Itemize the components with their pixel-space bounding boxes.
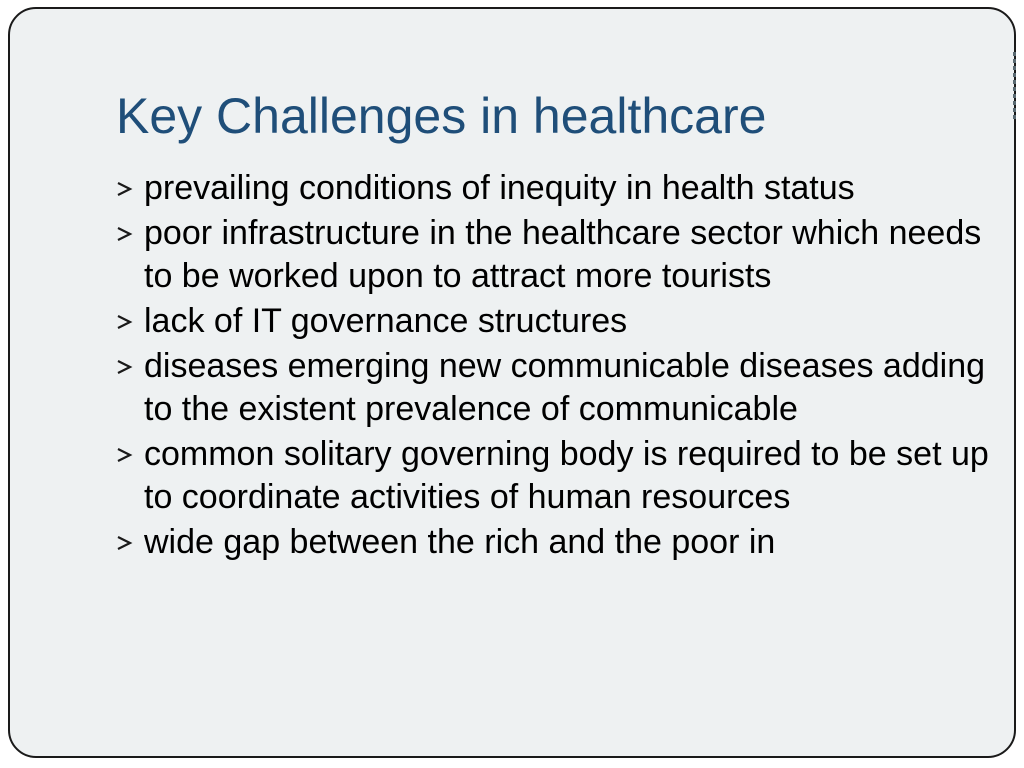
- bullet-text: poor infrastructure in the healthcare sector which needs to be worked upon to attract more tourists: [144, 214, 982, 295]
- bullet-text: common solitary governing body is required to be set up to coordinate activities of human resources: [144, 435, 989, 516]
- bullet-item: [114, 300, 994, 343]
- bullet-text: prevailing conditions of inequity in health status: [144, 169, 855, 207]
- bullet-text: lack of IT governance structures: [144, 302, 628, 340]
- bullet-list: [114, 167, 994, 566]
- side-accent-marks: [1013, 52, 1016, 132]
- chevron-bullet-icon: [116, 300, 140, 343]
- bullet-text: wide gap between the rich and the poor in: [144, 523, 776, 561]
- chevron-bullet-icon: [116, 345, 140, 388]
- bullet-item: [114, 433, 994, 519]
- chevron-bullet-icon: [116, 212, 140, 255]
- bullet-item: [114, 167, 994, 210]
- chevron-bullet-icon: [116, 433, 140, 476]
- slide-title: Key Challenges in healthcare: [116, 88, 767, 144]
- bullet-item: [114, 521, 994, 564]
- bullet-item: [114, 212, 994, 298]
- chevron-bullet-icon: [116, 167, 140, 210]
- bullet-text: diseases emerging new communicable diseases adding to the existent prevalence of communicable: [144, 347, 986, 428]
- bullet-item: [114, 345, 994, 431]
- chevron-bullet-icon: [116, 521, 140, 564]
